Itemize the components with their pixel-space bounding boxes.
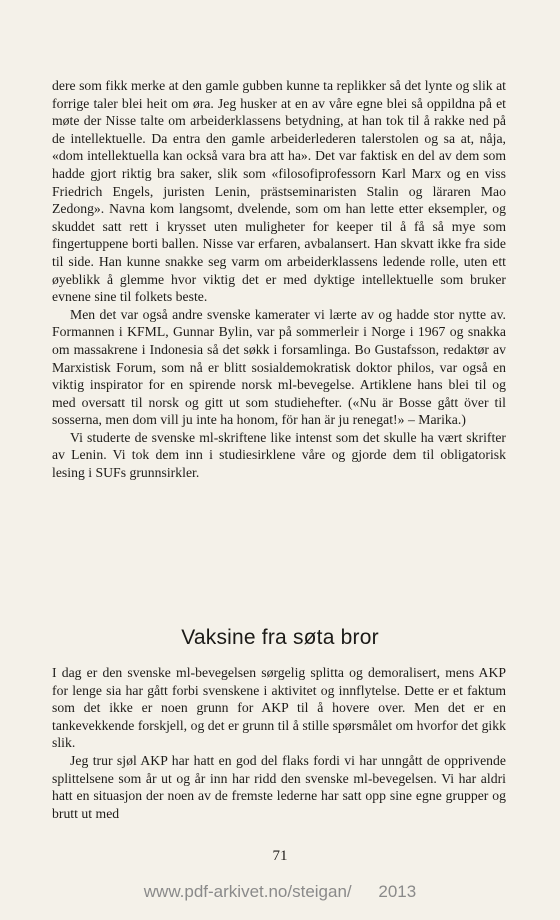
paragraph: Jeg trur sjøl AKP har hatt en god del flaks fordi vi har unngått de opprivende splittelsene som år ut og år inn har ridd den svenske ml-bevegelsen. Vi har aldri hatt en situasjon der noen av de fremste lederne har satt opp sine egne grupper og brutt ut med — [52, 752, 506, 821]
paragraph: Vi studerte de svenske ml-skriftene like intenst som det skulle ha vært skrifter av Lenin. Vi tok dem inn i studiesirklene våre og gjorde dem til obligatorisk lesing i SUFs grunnsirkler. — [52, 429, 506, 481]
body-text-bottom — [52, 664, 506, 822]
section-heading: Vaksine fra søta bror — [181, 626, 379, 649]
page-number: 71 — [272, 848, 288, 864]
watermark — [0, 882, 560, 902]
watermark-year: 2013 — [378, 882, 417, 901]
watermark-url: www.pdf-arkivet.no/steigan/ — [143, 882, 352, 901]
body-text-top — [52, 77, 506, 482]
paragraph: dere som fikk merke at den gamle gubben kunne ta replikker så det lynte og slik at forrige taler blei heit om øra. Jeg husker at en av våre egne blei så oppildna på et møte der Nisse talte om arbeiderklassens betydning, at han tok til å rakke ned på de intellektuelle. Da entra den gamle arbeiderlederen talerstolen og sa at, nåja, «dom intellektuella kan också vara bra att ha». Det var faktisk en del av dem som hadde gjort riktig bra saker, slik som «filosofiprofessorn Karl Marx og en viss Friedrich Engels, juristen Lenin, prästseminaristen Stalin og läraren Mao Zedong». Navna kom langsomt, dvelende, som om han lette etter eksempler, og skuddet satt rett i krysset uten muligheter for keeper til å få så mye som fingertuppene borti ballen. Nisse var erfaren, avbalansert. Han skvatt ikke fra side til side. Han kunne snakke seg varm om arbeiderklassens ledende rolle, uten ett øyeblikk å glemme hvor viktig det er med dyktige intellektuelle som bruker evnene sine til folkets beste. — [52, 78, 506, 305]
paragraph: Men det var også andre svenske kamerater vi lærte av og hadde stor nytte av. Formannen i KFML, Gunnar Bylin, var på sommerleir i Norge i 1967 og snakka om massakrene i Indonesia så det søkk i forsamlinga. Bo Gustafsson, redaktør av Marxistisk Forum, som nå er blitt sosialdemokratisk doktor philos, var også en viktig inspirator for en spirende norsk ml-bevegelse. Artiklene hans blei til og med oversatt til norsk og gitt ut som studiehefter. («Nu är Bosse gått över til sosserna, men dom vill ju inte ha honom, för han är ju renegat!» – Marika.) — [52, 306, 506, 428]
paragraph: I dag er den svenske ml-bevegelsen sørgelig splitta og demoralisert, mens AKP for lenge sia har gått forbi svenskene i aktivitet og innflytelse. Dette er et faktum som det ikke er noen grunn for AKP til å hovere over. Men det er en tankevekkende forskjell, og det er grunn til å stille spørsmålet om hvorfor det gikk slik. — [52, 665, 506, 751]
